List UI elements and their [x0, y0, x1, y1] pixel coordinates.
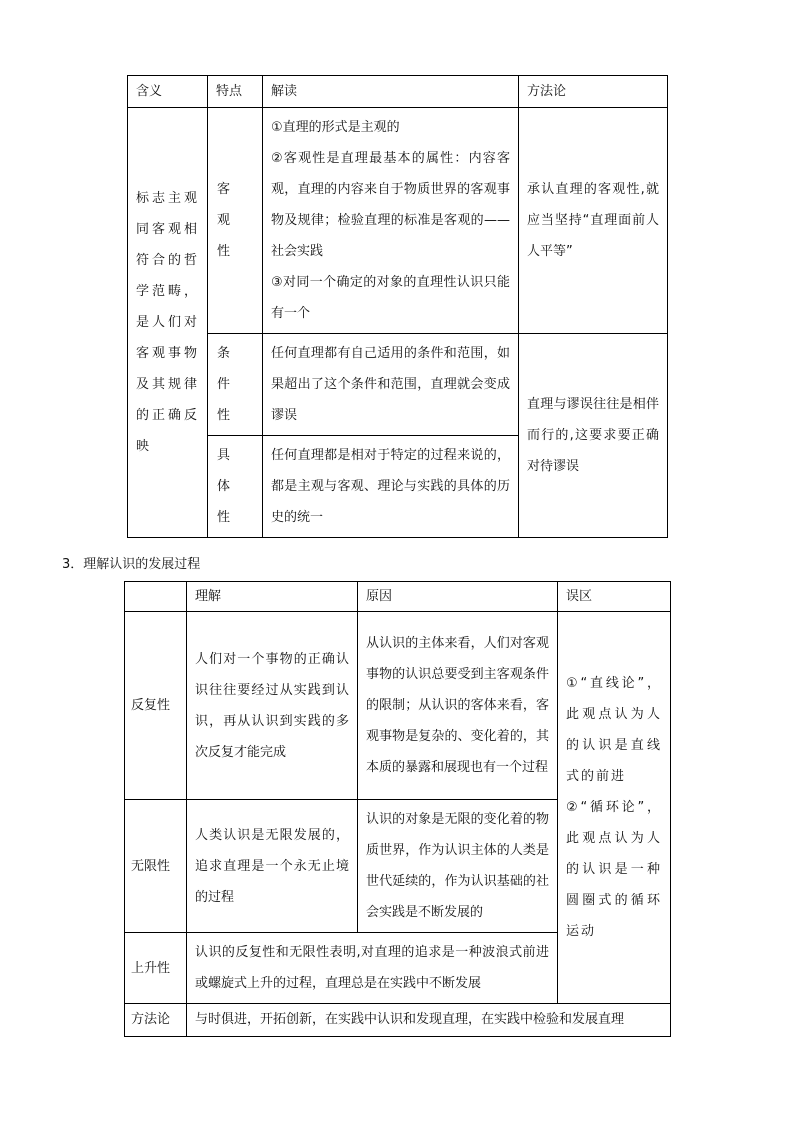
- feature-label: 客观性: [217, 182, 231, 259]
- misconception-item: ②“循环论”，此观点认为人的认识是一种圆圈式的循环运动: [566, 800, 662, 939]
- table-row: [128, 334, 668, 436]
- method-conditionality: 直理与谬误往往是相伴而行的,这要求要正确对待谬误: [519, 334, 668, 538]
- header-understanding: 理解: [187, 582, 358, 612]
- feature-label: 具体性: [217, 448, 231, 525]
- reason-infinity: 认识的对象是无限的变化着的物质世界，作为认识主体的人类是世代延续的，作为认识基础的社会实践是不断发展的: [358, 800, 558, 933]
- feature-label: 条件性: [217, 346, 231, 423]
- header-empty: [125, 582, 187, 612]
- header-methodology: 方法论: [519, 76, 668, 108]
- understanding-ascending: 认识的反复性和无限性表明,对直理的追求是一种波浪式前进或螺旋式上升的过程，直理总是在实践中不断发展: [187, 933, 558, 1004]
- reason-repetitiveness: 从认识的主体来看，人们对客观事物的认识总要受到主客观条件的限制；从认识的客体来看，客观事物是复杂的、变化着的，其本质的暴露和展现也有一个过程: [358, 612, 558, 800]
- interpretation-concreteness: 任何直理都是相对于特定的过程来说的，都是主观与客观、理论与实践的具体的历史的统一: [263, 436, 519, 538]
- header-reason: 原因: [358, 582, 558, 612]
- methodology-text: 与时俱进，开拓创新，在实践中认识和发现直理，在实践中检验和发展直理: [187, 1004, 671, 1037]
- row-label-infinity: 无限性: [125, 800, 187, 933]
- section-heading: 3．理解认识的发展过程: [62, 557, 201, 572]
- table-row: [128, 108, 668, 334]
- header-misconception: 误区: [558, 582, 671, 612]
- interpretation-objectivity: [263, 108, 519, 334]
- interpretation-line: ②客观性是直理最基本的属性：内容客观，直理的内容来自于物质世界的客观事物及规律；检验直理的标准是客观的——社会实践: [271, 151, 510, 259]
- interpretation-line: ①直理的形式是主观的: [271, 120, 400, 135]
- table-row: [125, 1004, 671, 1037]
- interpretation-conditionality: 任何直理都有自己适用的条件和范围，如果超出了这个条件和范围，直理就会变成谬误: [263, 334, 519, 436]
- feature-conditionality: [208, 334, 263, 436]
- table-row: [125, 612, 671, 800]
- header-feature: 特点: [208, 76, 263, 108]
- header-meaning: 含义: [128, 76, 208, 108]
- misconceptions-cell: [558, 612, 671, 1004]
- interpretation-line: ③对同一个确定的对象的直理性认识只能有一个: [271, 275, 510, 321]
- truth-characteristics-table: [127, 75, 668, 538]
- cognition-process-table: [124, 581, 671, 1037]
- table-header-row: [125, 582, 671, 612]
- meaning-cell: 标志主观同客观相符合的哲学范畴，是人们对客观事物及其规律的正确反映: [128, 108, 208, 538]
- understanding-infinity: 人类认识是无限发展的，追求直理是一个永无止境的过程: [187, 800, 358, 933]
- method-objectivity: 承认直理的客观性,就应当坚持“直理面前人人平等”: [519, 108, 668, 334]
- row-label-ascending: 上升性: [125, 933, 187, 1004]
- header-interpretation: 解读: [263, 76, 519, 108]
- misconception-item: ①“直线论”，此观点认为人的认识是直线式的前进: [566, 676, 662, 784]
- table-header-row: [128, 76, 668, 108]
- understanding-repetitiveness: 人们对一个事物的正确认识往往要经过从实践到认识，再从认识到实践的多次反复才能完成: [187, 612, 358, 800]
- feature-concreteness: [208, 436, 263, 538]
- row-label-repetitiveness: 反复性: [125, 612, 187, 800]
- row-label-methodology: 方法论: [125, 1004, 187, 1037]
- feature-objectivity: [208, 108, 263, 334]
